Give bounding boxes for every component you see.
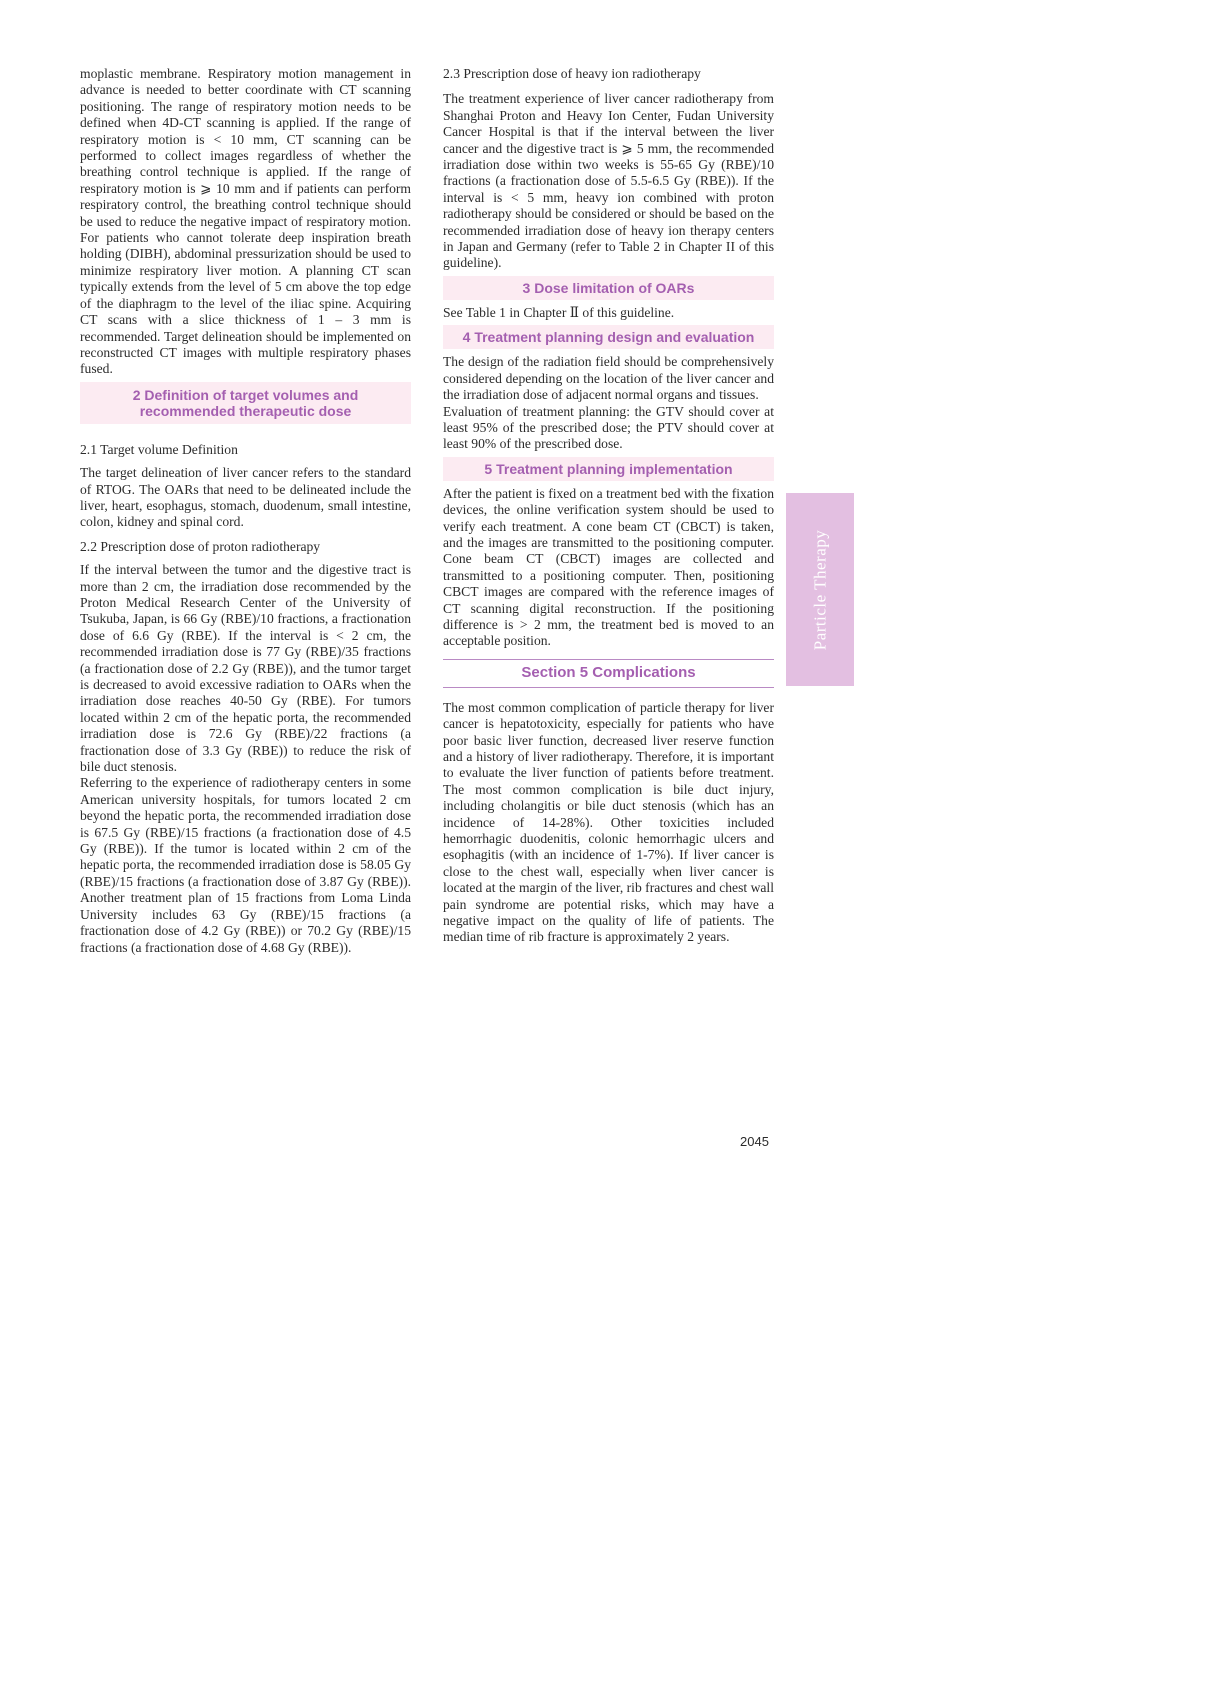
- intro-paragraph: moplastic membrane. Respiratory motion management in advance is needed to better coordinate with CT scanning positioning. The range of respiratory motion needs to be defined when 4D-CT scanning is applied. If the range of respiratory motion is < 10 mm, CT scanning can be performed to collect images regardless of whether the breathing control technique is applied. If the range of respiratory motion is ⩾ 10 mm and if patients can perform respiratory control, the breathing control technique should be used to reduce the negative impact of respiratory motion. For patients who cannot tolerate deep inspiration breath holding (DIBH), abdominal pressurization should be used to minimize respiratory liver motion. A planning CT scan typically extends from the level of 5 cm above the top edge of the diaphragm to the level of the iliac spine. Acquiring CT scans with a slice thickness of 1 – 3 mm is recommended. Target delineation should be implemented on reconstructed CT images with multiple respiratory phases fused.: [80, 66, 411, 377]
- paragraph-3: See Table 1 in Chapter Ⅱ of this guideline.: [443, 304, 675, 320]
- subheading-2-3: 2.3 Prescription dose of heavy ion radiotherapy: [443, 66, 701, 81]
- heading-4: 4 Treatment planning design and evaluation: [443, 325, 774, 349]
- right-column: [443, 66, 774, 946]
- paragraph-2-2a: If the interval between the tumor and the digestive tract is more than 2 cm, the irradiation dose recommended by the Proton Medical Research Center of the University of Tsukuba, Japan, is 66 Gy (RBE)/10 fractions, a fractionation dose of 6.6 Gy (RBE). If the interval is < 2 cm, the recommended irradiation dose is 77 Gy (RBE)/35 fractions (a fractionation dose of 2.2 Gy (RBE)), and the tumor target is decreased to avoid excessive radiation to OARs when the irradiation dose reaches 40-50 Gy (RBE). For tumors located within 2 cm of the hepatic porta, the recommended irradiation dose is 72.6 Gy (RBE)/22 fractions (a fractionation dose of 3.3 Gy (RBE)) to reduce the risk of bile duct stenosis.: [80, 562, 411, 775]
- heading-5: 5 Treatment planning implementation: [443, 457, 774, 481]
- paragraph-2-2b: Referring to the experience of radiotherapy centers in some American university hospitals, for tumors located 2 cm beyond the hepatic porta, the recommended irradiation dose is 67.5 Gy (RBE)/15 fractions (a fractionation dose of 4.5 Gy (RBE)). If the tumor is located within 2 cm of the hepatic porta, the recommended irradiation dose is 58.05 Gy (RBE)/15 fractions (a fractionation dose of 3.87 Gy (RBE)). Another treatment plan of 15 fractions from Loma Linda University includes 63 Gy (RBE)/15 fractions (a fractionation dose of 4.2 Gy (RBE)) or 70.2 Gy (RBE)/15 fractions (a fractionation dose of 4.68 Gy (RBE)).: [80, 775, 411, 955]
- section-5-title: Section 5 Complications: [443, 659, 774, 688]
- heading-3: 3 Dose limitation of OARs: [443, 276, 774, 300]
- subheading-2-1: 2.1 Target volume Definition: [80, 441, 238, 457]
- heading-2-box: [80, 382, 411, 424]
- heading-2-line2: recommended therapeutic dose: [139, 402, 352, 419]
- left-column: [80, 66, 411, 956]
- page-number: 2045: [740, 1134, 769, 1149]
- paragraph-complications: The most common complication of particle therapy for liver cancer is hepatotoxicity, especially for patients who have poor basic liver function, decreased liver reserve function and a history of liver radiotherapy. Therefore, it is important to evaluate the liver function of patients before treatment. The most common complication is bile duct injury, including cholangitis or bile duct stenosis (which has an incidence of 14-28%). Other toxicities included hemorrhagic duodenitis, colonic hemorrhagic ulcers and esophagitis (with an incidence of 1-7%). If liver cancer is close to the chest wall, especially when liver cancer is located at the margin of the liver, rib fractures and chest wall pain syndrome are potential risks, which may have a negative impact on the quality of life of patients. The median time of rib fracture is approximately 2 years.: [443, 699, 774, 945]
- paragraph-5: After the patient is fixed on a treatment bed with the fixation devices, the online verification system should be used to verify each treatment. A cone beam CT (CBCT) is taken, and the images are transmitted to the positioning computer. Cone beam CT (CBCT) images are collected and transmitted to a positioning computer. Then, positioning CBCT images are compared with the reference images of CT scanning digital reconstruction. If the positioning difference is > 2 mm, the treatment bed is moved to an acceptable position.: [443, 485, 774, 649]
- paragraph-4a: The design of the radiation field should be comprehensively considered depending on the location of the liver cancer and the irradiation dose of adjacent normal organs and tissues.: [443, 354, 774, 403]
- side-tab: [786, 493, 854, 686]
- side-tab-label: Particle Therapy: [810, 529, 830, 650]
- paragraph-2-1: The target delineation of liver cancer refers to the standard of RTOG. The OARs that need to be delineated include the liver, heart, esophagus, stomach, duodenum, small intestine, colon, kidney and spinal cord.: [80, 465, 411, 530]
- heading-2-line1: 2 Definition of target volumes and: [132, 386, 359, 403]
- paragraph-4b: Evaluation of treatment planning: the GTV should cover at least 95% of the prescribed dose; the PTV should cover at least 90% of the prescribed dose.: [443, 403, 774, 452]
- subheading-2-2: 2.2 Prescription dose of proton radiotherapy: [80, 538, 321, 554]
- paragraph-2-3: The treatment experience of liver cancer radiotherapy from Shanghai Proton and Heavy Ion Center, Fudan University Cancer Hospital is that if the interval between the liver cancer and the digestive tract is ⩾ 5 mm, the recommended irradiation dose within two weeks is 55-65 Gy (RBE)/10 fractions (a fractionation dose of 5.5-6.5 Gy (RBE)). If the interval is < 5 mm, heavy ion combined with proton radiotherapy should be considered or should be based on the recommended irradiation dose of heavy ion therapy centers in Japan and Germany (refer to Table 2 in Chapter II of this guideline).: [443, 91, 774, 271]
